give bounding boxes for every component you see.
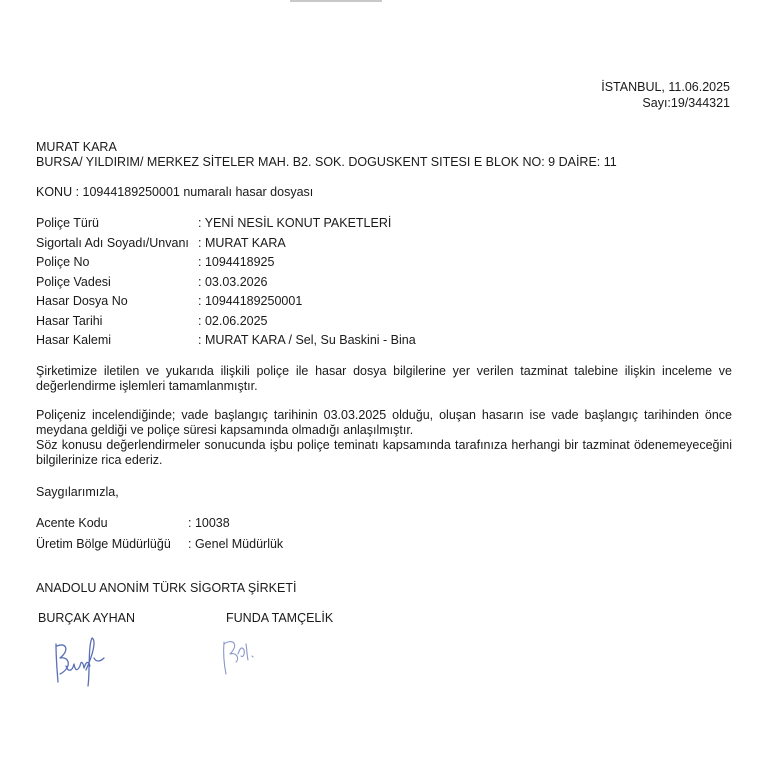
policy-field-row [36,292,416,312]
policy-field-row [36,273,416,293]
field-value: : 10944189250001 [198,294,303,309]
top-edge-artifact [290,0,382,2]
field-value: : 10038 [188,516,230,530]
agency-field-row [36,534,283,555]
body-paragraph-1: Şirketimize iletilen ve yukarıda ilişkili poliçe ile hasar dosya bilgilerine yer verilen tazminat talebine ilişkin inceleme ve değerlendirme işlemleri tamamlanmıştır. [36,364,732,393]
field-value: : MURAT KARA [198,235,286,250]
field-label: Poliçe Türü [36,216,99,231]
field-value: : 03.03.2026 [198,274,268,289]
signer-name-first: BURÇAK AYHAN [38,611,136,625]
recipient-name: MURAT KARA [36,140,117,154]
subject-line: KONU : 10944189250001 numaralı hasar dosyası [36,185,314,199]
policy-field-row [36,331,416,351]
field-value: : MURAT KARA / Sel, Su Baskini - Bina [198,333,416,348]
body-paragraph-2: Poliçeniz incelendiğinde; vade başlangıç tarihinin 03.03.2025 olduğu, oluşan hasarın ise vade başlangıç tarihinden önce meydana geldiği ve poliçe süresi kapsamında olmadığı anlaşılmıştır. [36,408,732,437]
policy-field-row [36,234,416,254]
field-value: : Genel Müdürlük [188,537,284,551]
field-value: : 02.06.2025 [198,313,268,328]
field-label: Hasar Kalemi [36,333,112,348]
closing-line: Saygılarımızla, [36,485,119,499]
field-label: Poliçe No [36,255,90,270]
policy-field-row [36,214,416,234]
field-label: Hasar Dosya No [36,294,128,309]
field-label: Poliçe Vadesi [36,274,111,289]
company-name: ANADOLU ANONİM TÜRK SİGORTA ŞİRKETİ [36,581,297,595]
agency-fields [36,513,283,555]
field-value: : YENİ NESİL KONUT PAKETLERİ [198,216,392,231]
policy-fields [36,214,416,351]
field-label: Acente Kodu [36,516,108,530]
policy-field-row [36,312,416,332]
policy-field-row [36,253,416,273]
field-label: Üretim Bölge Müdürlüğü [36,537,171,551]
city-date: İSTANBUL, 11.06.2025 [601,80,730,94]
field-label: Sigortalı Adı Soyadı/Unvanı [36,235,189,250]
signature-first-icon [50,632,112,690]
signature-second-icon [214,634,264,678]
signer-name-second: FUNDA TAMÇELİK [226,611,334,625]
body-paragraph-3: Söz konusu değerlendirmeler sonucunda işbu poliçe teminatı kapsamında tarafınıza herhangi bir tazminat ödenemeyeceğini bilgilerinize rica ederiz. [36,438,732,467]
recipient-address: BURSA/ YILDIRIM/ MERKEZ SİTELER MAH. B2. SOK. DOGUSKENT SITESI E BLOK NO: 9 DAİRE: 11 [36,155,617,169]
recipient-block [36,140,617,170]
reference-number: Sayı:19/344321 [642,96,730,110]
field-label: Hasar Tarihi [36,313,103,328]
field-value: : 1094418925 [198,255,275,270]
letter-header [601,79,730,111]
agency-field-row [36,513,283,534]
